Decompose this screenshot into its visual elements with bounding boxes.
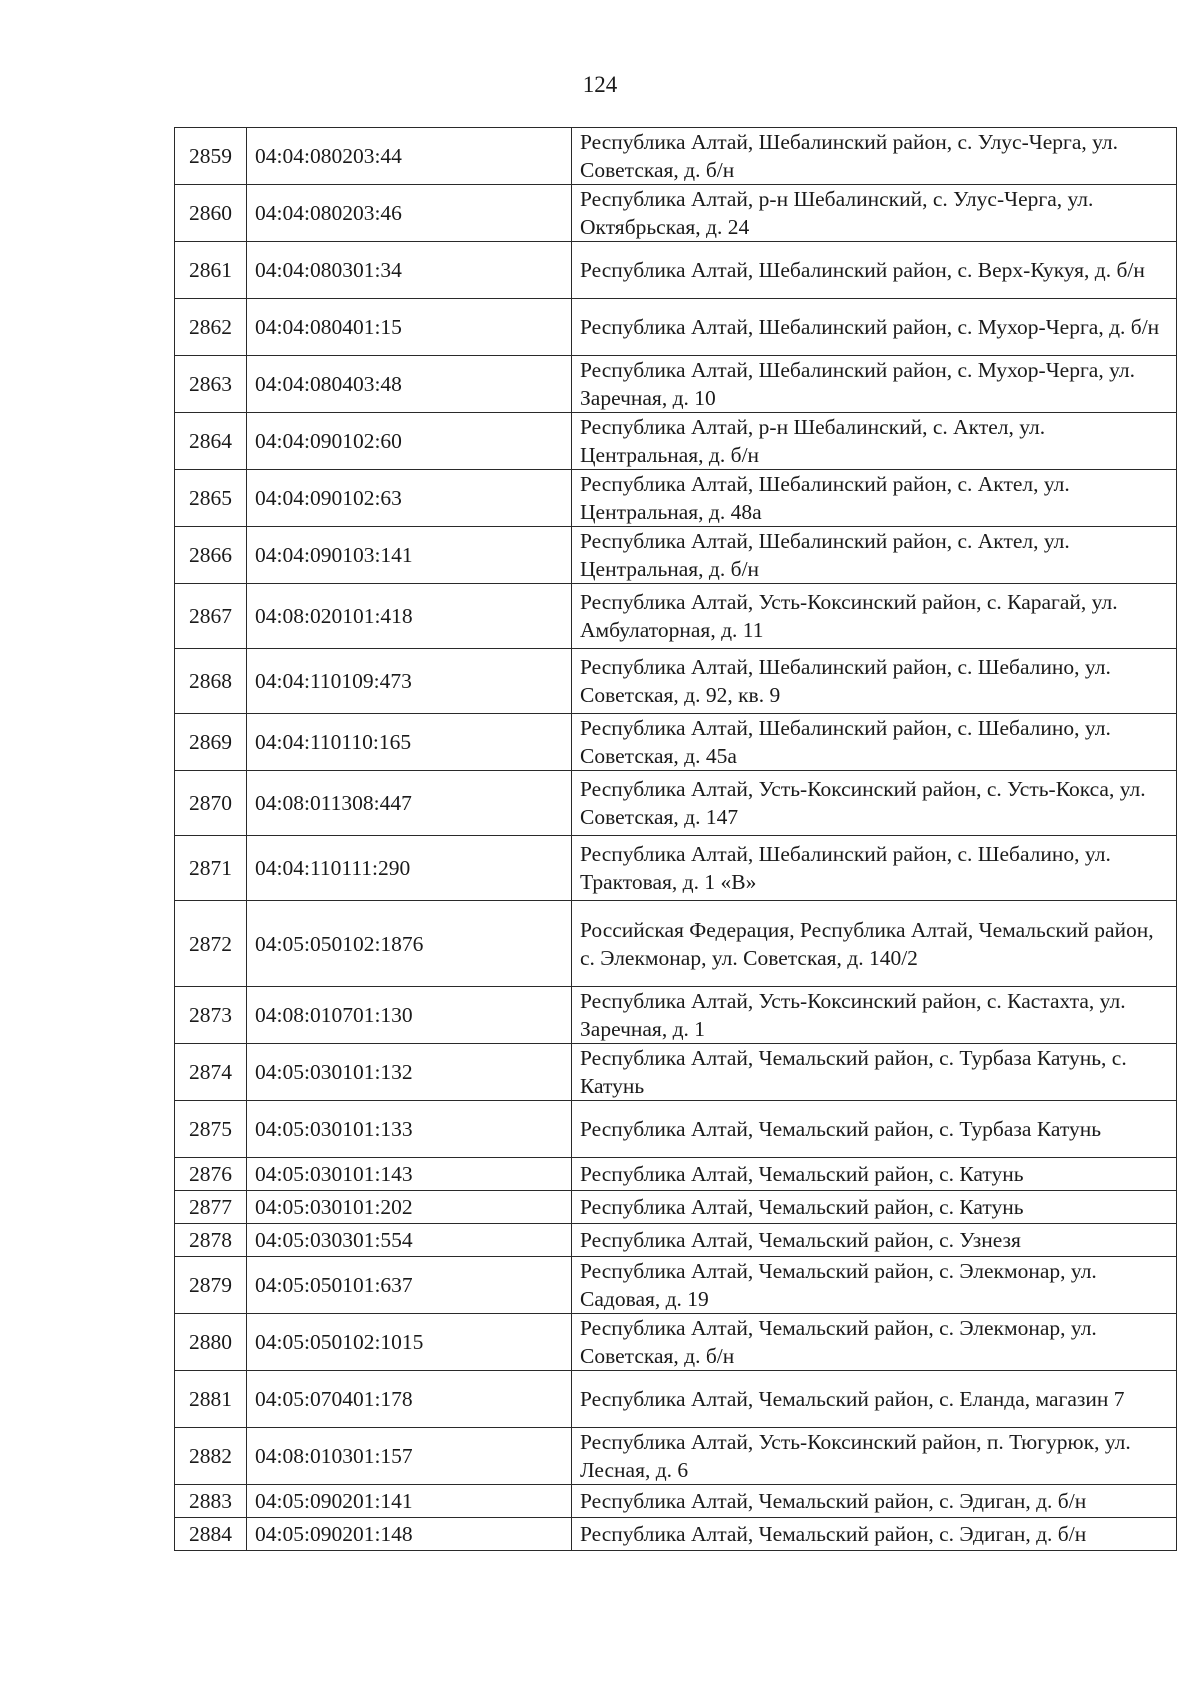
table-row — [175, 242, 1177, 299]
table-row — [175, 1314, 1177, 1371]
cadastral-number: 04:08:011308:447 — [247, 771, 572, 836]
row-number: 2878 — [175, 1224, 247, 1257]
address: Республика Алтай, Шебалинский район, с. Мухор-Черга, д. б/н — [572, 299, 1177, 356]
address: Республика Алтай, Шебалинский район, с. Улус-Черга, ул. Советская, д. б/н — [572, 128, 1177, 185]
row-number: 2866 — [175, 527, 247, 584]
address: Республика Алтай, Чемальский район, с. Катунь — [572, 1191, 1177, 1224]
table-row — [175, 1371, 1177, 1428]
cadastral-number: 04:04:080301:34 — [247, 242, 572, 299]
table-row — [175, 771, 1177, 836]
table-row — [175, 987, 1177, 1044]
cadastral-number: 04:04:080203:46 — [247, 185, 572, 242]
table-row — [175, 649, 1177, 714]
cadastral-number: 04:05:030101:202 — [247, 1191, 572, 1224]
cadastral-number: 04:04:080203:44 — [247, 128, 572, 185]
cadastral-number: 04:04:090102:63 — [247, 470, 572, 527]
row-number: 2872 — [175, 901, 247, 987]
row-number: 2873 — [175, 987, 247, 1044]
row-number: 2868 — [175, 649, 247, 714]
page-number: 124 — [582, 72, 618, 97]
row-number: 2867 — [175, 584, 247, 649]
row-number: 2864 — [175, 413, 247, 470]
property-table — [174, 127, 1177, 1551]
row-number: 2880 — [175, 1314, 247, 1371]
cadastral-number: 04:04:080401:15 — [247, 299, 572, 356]
row-number: 2865 — [175, 470, 247, 527]
table-body — [175, 128, 1177, 1551]
row-number: 2884 — [175, 1518, 247, 1551]
address: Республика Алтай, Чемальский район, с. Элекмонар, ул. Советская, д. б/н — [572, 1314, 1177, 1371]
address: Республика Алтай, Чемальский район, с. Элекмонар, ул. Садовая, д. 19 — [572, 1257, 1177, 1314]
cadastral-number: 04:04:090103:141 — [247, 527, 572, 584]
table-row — [175, 1518, 1177, 1551]
table-row — [175, 901, 1177, 987]
address: Республика Алтай, Чемальский район, с. Турбаза Катунь, с. Катунь — [572, 1044, 1177, 1101]
row-number: 2862 — [175, 299, 247, 356]
cadastral-number: 04:05:070401:178 — [247, 1371, 572, 1428]
row-number: 2859 — [175, 128, 247, 185]
address: Республика Алтай, р-н Шебалинский, с. Улус-Черга, ул. Октябрьская, д. 24 — [572, 185, 1177, 242]
row-number: 2874 — [175, 1044, 247, 1101]
address: Республика Алтай, Шебалинский район, с. Верх-Кукуя, д. б/н — [572, 242, 1177, 299]
table-row — [175, 714, 1177, 771]
row-number: 2883 — [175, 1485, 247, 1518]
address: Республика Алтай, Усть-Коксинский район, с. Усть-Кокса, ул. Советская, д. 147 — [572, 771, 1177, 836]
table-row — [175, 1257, 1177, 1314]
row-number: 2860 — [175, 185, 247, 242]
table-row — [175, 413, 1177, 470]
cadastral-number: 04:05:050102:1015 — [247, 1314, 572, 1371]
cadastral-number: 04:05:090201:141 — [247, 1485, 572, 1518]
address: Российская Федерация, Республика Алтай, Чемальский район, с. Элекмонар, ул. Советская, д. 140/2 — [572, 901, 1177, 987]
table-row — [175, 836, 1177, 901]
cadastral-number: 04:05:030301:554 — [247, 1224, 572, 1257]
cadastral-number: 04:08:010301:157 — [247, 1428, 572, 1485]
row-number: 2877 — [175, 1191, 247, 1224]
table-row — [175, 1158, 1177, 1191]
table-row — [175, 1224, 1177, 1257]
cadastral-number: 04:08:020101:418 — [247, 584, 572, 649]
row-number: 2870 — [175, 771, 247, 836]
row-number: 2876 — [175, 1158, 247, 1191]
address: Республика Алтай, Чемальский район, с. Катунь — [572, 1158, 1177, 1191]
row-number: 2863 — [175, 356, 247, 413]
cadastral-number: 04:05:050101:637 — [247, 1257, 572, 1314]
row-number: 2881 — [175, 1371, 247, 1428]
table-row — [175, 527, 1177, 584]
row-number: 2861 — [175, 242, 247, 299]
cadastral-number: 04:05:050102:1876 — [247, 901, 572, 987]
address: Республика Алтай, Шебалинский район, с. Шебалино, ул. Советская, д. 45а — [572, 714, 1177, 771]
table-row — [175, 1428, 1177, 1485]
address: Республика Алтай, Усть-Коксинский район, п. Тюгурюк, ул. Лесная, д. 6 — [572, 1428, 1177, 1485]
address: Республика Алтай, Шебалинский район, с. Мухор-Черга, ул. Заречная, д. 10 — [572, 356, 1177, 413]
cadastral-number: 04:05:090201:148 — [247, 1518, 572, 1551]
cadastral-number: 04:04:090102:60 — [247, 413, 572, 470]
row-number: 2871 — [175, 836, 247, 901]
cadastral-number: 04:08:010701:130 — [247, 987, 572, 1044]
table-row — [175, 1191, 1177, 1224]
address: Республика Алтай, Шебалинский район, с. Шебалино, ул. Советская, д. 92, кв. 9 — [572, 649, 1177, 714]
cadastral-number: 04:04:080403:48 — [247, 356, 572, 413]
cadastral-number: 04:04:110109:473 — [247, 649, 572, 714]
row-number: 2879 — [175, 1257, 247, 1314]
cadastral-number: 04:05:030101:133 — [247, 1101, 572, 1158]
address: Республика Алтай, Чемальский район, с. Эдиган, д. б/н — [572, 1485, 1177, 1518]
address: Республика Алтай, Шебалинский район, с. Актел, ул. Центральная, д. б/н — [572, 527, 1177, 584]
table-row — [175, 584, 1177, 649]
table-row — [175, 128, 1177, 185]
table-row — [175, 470, 1177, 527]
cadastral-number: 04:04:110110:165 — [247, 714, 572, 771]
cadastral-number: 04:05:030101:132 — [247, 1044, 572, 1101]
address: Республика Алтай, Чемальский район, с. Еланда, магазин 7 — [572, 1371, 1177, 1428]
table-row — [175, 1101, 1177, 1158]
address: Республика Алтай, Шебалинский район, с. Шебалино, ул. Трактовая, д. 1 «В» — [572, 836, 1177, 901]
address: Республика Алтай, Чемальский район, с. Эдиган, д. б/н — [572, 1518, 1177, 1551]
table-row — [175, 1485, 1177, 1518]
row-number: 2875 — [175, 1101, 247, 1158]
address: Республика Алтай, Усть-Коксинский район, с. Карагай, ул. Амбулаторная, д. 11 — [572, 584, 1177, 649]
table-row — [175, 356, 1177, 413]
table-row — [175, 185, 1177, 242]
address: Республика Алтай, Шебалинский район, с. Актел, ул. Центральная, д. 48а — [572, 470, 1177, 527]
address: Республика Алтай, Чемальский район, с. Турбаза Катунь — [572, 1101, 1177, 1158]
address: Республика Алтай, Усть-Коксинский район, с. Кастахта, ул. Заречная, д. 1 — [572, 987, 1177, 1044]
cadastral-number: 04:05:030101:143 — [247, 1158, 572, 1191]
cadastral-number: 04:04:110111:290 — [247, 836, 572, 901]
row-number: 2882 — [175, 1428, 247, 1485]
address: Республика Алтай, Чемальский район, с. Узнезя — [572, 1224, 1177, 1257]
table-row — [175, 299, 1177, 356]
table-row — [175, 1044, 1177, 1101]
row-number: 2869 — [175, 714, 247, 771]
address: Республика Алтай, р-н Шебалинский, с. Актел, ул. Центральная, д. б/н — [572, 413, 1177, 470]
